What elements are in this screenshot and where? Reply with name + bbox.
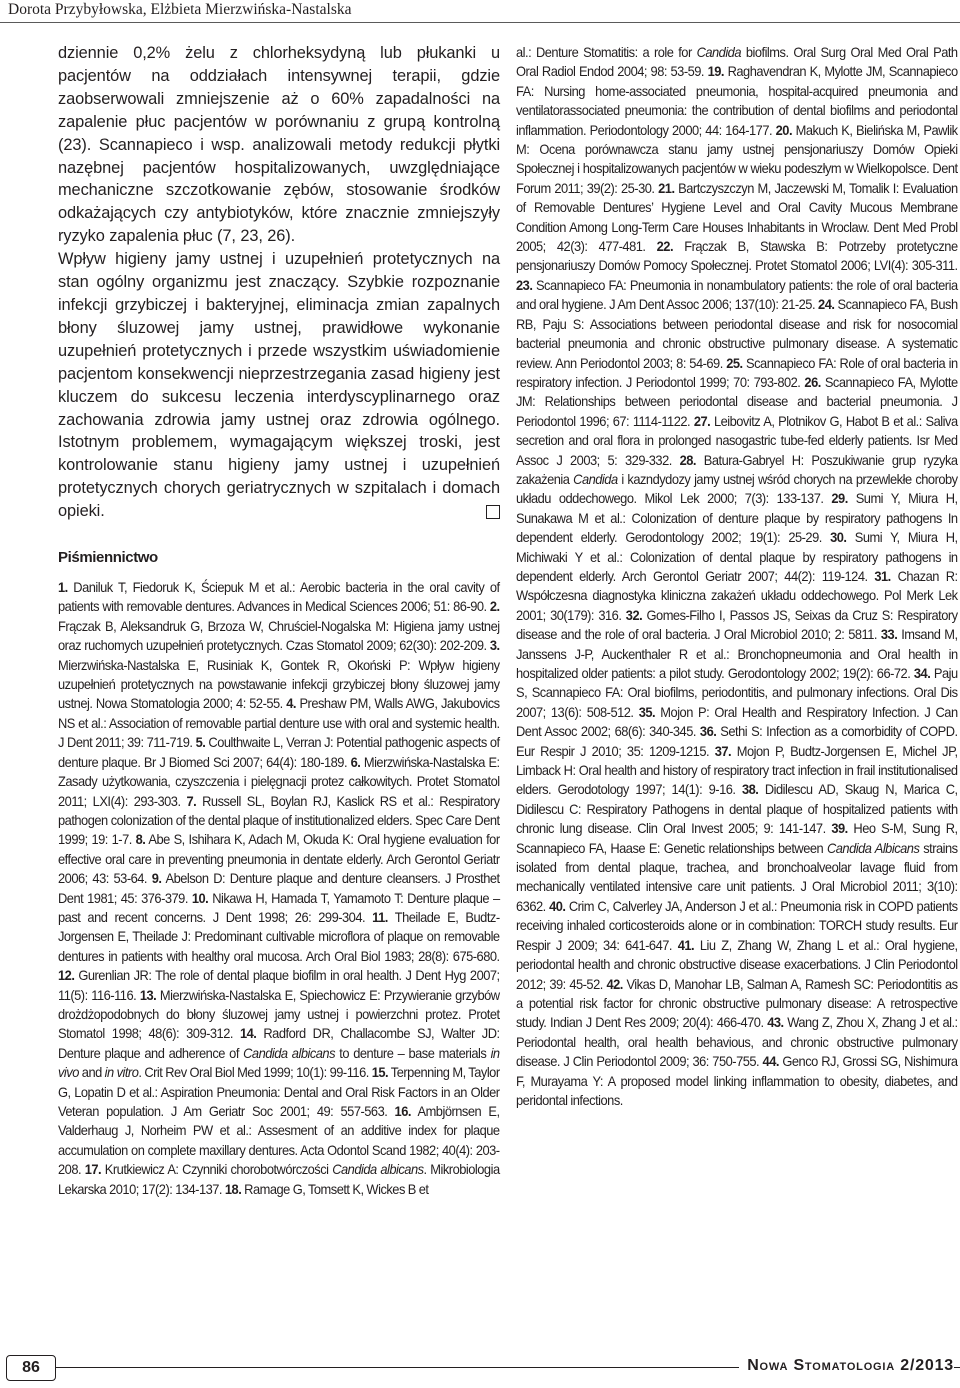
reference-italic-text: Candida albicans bbox=[243, 1044, 336, 1061]
reference-number: 13. bbox=[139, 986, 157, 1003]
reference-text: Abe S, Ishihara K, Adach M, Okuda K: Oral hygiene evaluation for effective oral care in preventing pneumonia in dentate elderly. Arch Gerontol Geriatr 2006; 43: 53-64. bbox=[58, 831, 500, 887]
reference-number: 17. bbox=[84, 1161, 102, 1178]
reference-text: Russell SL, Boylan RJ, Kaslick RS et al.: Respiratory pathogen colonization of the dental plaque of institutionalized elders. Spec Care Dent 1999; 19: 1-7. bbox=[58, 792, 500, 848]
reference-text: Theilade E, Budtz-Jorgensen E, Theilade J: Predominant cultivable microflora of plaque on removable dentures in patients with healthy oral mucosa. Arch Oral Biol 1983; 28(8): 675-680. bbox=[58, 908, 500, 964]
reference-text: i kazndydozy jamy ustnej wśród chorych na przewlekłe choroby układu oddechowego. Mikol Lek 2000; 7(3): 133-137. bbox=[516, 470, 958, 507]
reference-number: 2. bbox=[489, 598, 500, 615]
reference-number: 11. bbox=[372, 908, 388, 925]
reference-text: Wang Z, Zhou X, Zhang J et al.: Periodontal health, oral health behavious, and chronic obstructive pulmonary disease. J Clin Periodontol 2009; 36: 750-755. bbox=[516, 1014, 958, 1070]
reference-number: 44. bbox=[762, 1053, 779, 1070]
reference-text: al.: Denture Stomatitis: a role for bbox=[516, 44, 697, 60]
reference-text: Imsand M, Janssens J-P, Auckenthaler R et al.: Bronchopneumonia and Oral health in hospitalized older patients: a pilot study. Gerodontology 2002; 19(2): 66-72. bbox=[516, 626, 958, 681]
reference-number: 10. bbox=[191, 889, 209, 906]
page-number: 86 bbox=[6, 1355, 56, 1381]
body-paragraph-1: dziennie 0,2% żelu z chlorheksydyną lub płukanki u pacjentów na oddziałach intensywnej terapii, gdzie zaobserwowali zmniejszenie aż o 60% zapadalności na zapalenie płuc pacjentów w porównaniu z grupą kontrolną (23). Scannapieco i wsp. analizowali metody redukcji płytki nazębnej pacjentów hospitalizowanych, uwzględniające mechaniczne szczotkowanie zębów, stosowanie środków odkażających czy antybiotyków, które znacznie zmniejszyły ryzyko zapalenia płuc (7, 23, 26). bbox=[58, 44, 500, 246]
body-text bbox=[58, 42, 500, 523]
reference-number: 8. bbox=[135, 831, 146, 848]
reference-text: Frączak B, Stawska B: Potrzeby protetyczne pensjonariuszy Domów Pomocy Społecznej. Protet Stomatol 2006; LVI(4): 305-311. bbox=[516, 238, 958, 274]
reference-italic-text: Candida bbox=[696, 44, 742, 60]
reference-text: Raghavendran K, Mylotte JM, Scannapieco FA: Nursing home-associated pneumonia, hospital-acquired pneumonia and ventilatorassociated pneumonia: the contribution of dental biofilms and periodontal inflammation. Periodontology 2000; 44: 164-177. bbox=[516, 63, 958, 138]
reference-text: Genco RJ, Grossi SG, Nishimura F, Murayama Y: A proposed model linking inflammation to obesity, diabetes, and peridontal infections. bbox=[516, 1053, 958, 1108]
reference-number: 26. bbox=[804, 373, 821, 390]
reference-italic-text: Candida Albicans bbox=[826, 839, 920, 856]
reference-text: . Mikrobiologia Lekarska 2010; 17(2): 134-137. bbox=[58, 1161, 500, 1197]
reference-text: Ambjörnsen E, Valderhaug J, Norheim PW et al.: Assesment of an additive index for plaque accumulation on complete maxillary dentures. Acta Odontol Scand 1982; 40(4): 203-208. bbox=[58, 1103, 500, 1178]
reference-number: 18. bbox=[224, 1180, 242, 1197]
reference-text: Abelson D: Denture plaque and denture cleansers. J Prosthet Dent 1981; 45: 376-379. bbox=[58, 870, 500, 906]
body-paragraph-2-text: Wpływ higieny jamy ustnej i uzupełnień protetycznych na stan ogólny organizmu jest znaczący. Szybkie rozpoznanie infekcji grzybiczej i bakteryjnej, eliminacja zmian zapalnych błony śluzowej jamy ustnej, prawidłowe wykonanie uzupełnień protetycznych i przede wszystkim uświadomienie pacjentom konsekwencji nieprzestrzegania zasad higieny jest kluczem do sukcesu leczenia interdyscyplinarnego oraz zachowania zdrowia jamy ustnej oraz zdrowia ogólnego. Istotnym problemem, wymagającym większej troski, jest kontrolowanie stanu higieny jamy ustnej i uzupełnień protetycznych chorych geriatrycznych w szpitalach i domach opieki. bbox=[58, 250, 500, 521]
reference-text: Vikas D, Manohar LB, Salman A, Ramesh SC: Periodontitis as a potential risk factor for chronic obstructive pulmonary disease: A retrospective study. Indian J Dent Res 2009; 20(4): 466-470. bbox=[516, 975, 958, 1031]
reference-number: 19. bbox=[707, 63, 724, 80]
reference-number: 5. bbox=[195, 734, 206, 751]
reference-text: Batura-Gabryel H: Poszukiwanie grup ryzyka zakażenia bbox=[516, 451, 958, 487]
reference-text: Mierzwińska-Nastalska E, Rusiniak K, Gontek R, Okoński P: Wpływ higieny uzupełnień protetycznych na powstawanie infekcji grzybiczej błony śluzowej jamy ustnej. Nowa Stomatologia 2000; 4: 52-55. bbox=[58, 656, 500, 712]
reference-italic-text: in vivo bbox=[58, 1044, 500, 1081]
reference-number: 43. bbox=[767, 1014, 784, 1031]
reference-number: 24. bbox=[818, 296, 835, 313]
reference-number: 28. bbox=[679, 451, 696, 468]
reference-number: 41. bbox=[677, 936, 695, 953]
reference-number: 39. bbox=[831, 820, 848, 837]
reference-text: Nikawa H, Hamada T, Yamamoto T: Denture plaque – past and recent concerns. J Dent 1998; 26: 299-304. bbox=[58, 889, 500, 925]
reference-number: 23. bbox=[516, 276, 533, 293]
header-rule bbox=[0, 22, 960, 23]
reference-number: 16. bbox=[394, 1103, 411, 1119]
end-of-article-square-icon bbox=[486, 505, 500, 519]
references-list-left bbox=[58, 578, 500, 1199]
reference-text: Preshaw PM, Walls AWG, Jakubovics NS et al.: Association of removable partial denture use with oral and systemic health. J Dent 2011; 39: 711-719. bbox=[58, 695, 500, 751]
reference-text: Radford DR, Challacombe SJ, Walter JD: Denture plaque and adherence of bbox=[58, 1025, 500, 1061]
reference-number: 3. bbox=[489, 637, 500, 654]
references-list-right bbox=[516, 43, 958, 1110]
reference-item bbox=[225, 1181, 429, 1197]
reference-text: Ramage G, Tomsett K, Wickes B et bbox=[244, 1180, 429, 1197]
reference-number: 6. bbox=[350, 753, 361, 770]
reference-number: 34. bbox=[913, 665, 931, 681]
reference-number: 30. bbox=[830, 529, 847, 546]
reference-text: Mojon P, Budtz-Jorgensen E, Michel JP, Limback H: Oral health and history of respiratory tract infection in frail institutionalised elders. Gerodotology 1997; 14(1): 9-16. bbox=[516, 742, 958, 798]
reference-text: Gomes-Filho I, Passos JS, Seixas da Cruz S: Respiratory disease and the role of oral bacteria. J Oral Microbiol 2010; 2: 5811. bbox=[516, 606, 958, 643]
reference-text: Daniluk T, Fiedoruk K, Ściepuk M et al.: Aerobic bacteria in the oral cavity of patients with removable dentures. Advances in Medical Sciences 2006; 51: 86-90. bbox=[58, 579, 500, 615]
reference-text: Liu Z, Zhang W, Zhang L et al.: Oral hygiene, periodontal health and chronic obstructive disease exacerbations. J Clin Periodontol 2012; 39: 45-52. bbox=[516, 936, 958, 992]
reference-text: Mojon P: Oral Health and Respiratory Infection. J Can Dent Assoc 2002; 68(6): 340-345. bbox=[516, 703, 958, 740]
reference-italic-text: in vitro bbox=[104, 1064, 139, 1081]
reference-text: Heo S-M, Sung R, Scannapieco FA, Haase E: Genetic relationships between bbox=[516, 820, 958, 856]
reference-number: 15. bbox=[371, 1064, 389, 1081]
reference-number: 7. bbox=[186, 792, 197, 809]
reference-text: Terpenning M, Taylor G, Lopatin D et al.: Aspiration Pneumonia: Dental and Oral Risk Factors in an Older Veteran population. J Am Geriatr Soc 2001; 49: 557-563. bbox=[58, 1064, 500, 1119]
reference-text: Chazan R: Współczesna diagnostyka kliniczna zakażeń układu oddechowego. Pol Merk Lek 2001; 30(179): 316. bbox=[516, 567, 958, 623]
reference-text: Scannapieco FA, Bush RB, Paju S: Associations between periodontal disease and risk for nosocomial bacterial pneumonia and chronic obstructive pulmonary disease. A systematic review. Ann Periodontol 2003; 8: 54-69. bbox=[516, 296, 958, 371]
reference-text: Sumi Y, Miura H, Sunakawa M et al.: Colonization of denture plaque by respiratory pathogens In dependent elderly. Gerodontology 2002; 19(1): 25-29. bbox=[516, 490, 958, 546]
reference-number: 31. bbox=[874, 567, 891, 584]
reference-text: Scannapieco FA: Role of oral bacteria in respiratory infection. J Periodontol 1999; 70: 793-802. bbox=[516, 354, 958, 390]
reference-number: 9. bbox=[151, 870, 162, 887]
reference-text: Mierzwińska-Nastalska E: Zasady użytkowania, czyszczenia i pielęgnacji protez całkowitych. Protet Stomatol 2011; LXI(4): 293-303. bbox=[58, 753, 500, 809]
reference-text: Gurenlian JR: The role of dental plaque biofilm in oral health. J Dent Hyg 2007; 11(5): 116-116. bbox=[58, 967, 500, 1003]
reference-italic-text: Candida bbox=[573, 470, 618, 487]
reference-item bbox=[58, 579, 500, 614]
reference-number: 37. bbox=[714, 742, 732, 759]
reference-text: Frączak B, Aleksandruk G, Brzoza W, Chruściel-Nogalska M: Higiena jamy ustnej oraz ruchomych uzupełnień protetycznych. Czas Stomatol 2009; 62(30): 202-209. bbox=[58, 617, 500, 654]
reference-italic-text: Candida albicans bbox=[332, 1161, 424, 1178]
body-paragraph-2 bbox=[58, 248, 500, 523]
running-header bbox=[0, 0, 960, 24]
reference-number: 40. bbox=[549, 897, 566, 914]
left-column bbox=[58, 42, 500, 1199]
reference-text: Didilescu AD, Skaug N, Marica C, Didilescu C: Respiratory Pathogens in dental plaque of hospitalized patients with chronic lung disease. Clin Oral Invest 2005; 9: 141-147. bbox=[516, 781, 958, 837]
reference-number: 36. bbox=[699, 723, 717, 740]
reference-text: strains isolated from dental plaque, trachea, and bronchoalveolar lavage fluid from mechanically ventilated intensive care unit patients. J Oral Microbiol 2011; 3(10): 6362. bbox=[516, 839, 958, 914]
reference-text: Coulthwaite L, Verran J: Potential pathogenic aspects of denture plaque. Br J Biomed Sci 2007; 64(4): 180-189. bbox=[58, 734, 500, 770]
reference-number: 38. bbox=[741, 781, 759, 798]
reference-text: to denture – base materials bbox=[335, 1044, 491, 1061]
reference-text: Paju S, Scannapieco FA: Oral biofilms, periodontitis, and pulmonary infections. Oral Dis 2007; 13(6): 508-512. bbox=[516, 665, 958, 720]
reference-number: 4. bbox=[286, 695, 296, 712]
references-heading: Piśmiennictwo bbox=[58, 549, 158, 567]
reference-number: 32. bbox=[625, 606, 643, 623]
reference-number: 29. bbox=[831, 490, 848, 507]
reference-number: 12. bbox=[58, 967, 75, 984]
reference-text: . Crit Rev Oral Biol Med 1999; 10(1): 99-116. bbox=[138, 1064, 369, 1081]
reference-text: Leibovitz A, Plotnikov G, Habot B et al.: Saliva secretion and oral flora in prolonged nasogastric tube-fed elderly patients. Isr Med Assoc J 2003; 5: 329-332. bbox=[516, 412, 958, 468]
reference-number: 33. bbox=[880, 626, 898, 643]
running-header-authors: Dorota Przybyłowska, Elżbieta Mierzwińska-Nastalska bbox=[8, 1, 352, 18]
reference-number: 14. bbox=[239, 1025, 257, 1042]
reference-text: Scannapieco FA, Mylotte JM: Relationships between periodontal disease and bacterial pneumonia. J Periodontol 1996; 67: 1114-1122. bbox=[516, 373, 958, 429]
reference-text: Makuch K, Bielińska M, Pawlik M: Ocena porównawcza stanu jamy ustnej pensjonariuszy Domów Opieki Społecznej i hospitalizowanych pacjentów w wieku podeszłym w Wielkopolsce. Dent Forum 2011; 39(2): 25-30. bbox=[516, 121, 958, 196]
reference-text: Krutkiewicz A: Czynniki chorobotwórczości bbox=[104, 1161, 333, 1178]
reference-number: 27. bbox=[693, 412, 711, 429]
reference-text: Mierzwińska-Nastalska E, Spiechowicz E: Przywieranie grzybów drożdżopodobnych do błony śluzowej jamy ustnej i powierzchni protez. Protet Stomatol 1998; 48(6): 309-312. bbox=[58, 986, 500, 1042]
reference-number: 20. bbox=[775, 121, 793, 138]
page-footer bbox=[0, 1355, 960, 1388]
reference-number: 21. bbox=[658, 179, 675, 196]
right-column bbox=[516, 43, 958, 1110]
reference-number: 25. bbox=[726, 354, 743, 371]
reference-text: Sethi S: Infection as a comorbidity of COPD. Eur Respir J 2010; 35: 1209-1215. bbox=[516, 723, 958, 759]
reference-text: and bbox=[78, 1064, 105, 1081]
journal-name: Nowa Stomatologia 2/2013 bbox=[739, 1357, 954, 1375]
reference-number: 42. bbox=[606, 975, 623, 992]
reference-text: Scannapieco FA: Pneumonia in nonambulatory patients: the role of oral bacteria and oral hygiene. J Am Dent Assoc 2006; 137(10): 21-25. bbox=[516, 276, 958, 313]
reference-text: Crim C, Calverley JA, Anderson J et al.: Pneumonia risk in COPD patients receiving inhaled corticosteroids alone or in combination: TORCH study results. Eur Respir J 2009; 34: 641-647. bbox=[516, 897, 958, 953]
reference-text: Sumi Y, Miura H, Michiwaki Y et al.: Colonization of dental plaque by respiratory pathogens in dependent elderly. Arch Gerontol Geriatr 2007; 44(2): 119-124. bbox=[516, 529, 958, 584]
reference-text: Bartczyszczyn M, Jaczewski M, Tomalik I: Evaluation of Removable Dentures’ Hygiene Level and Oral Cavity Mucous Membrane Condition Among Long-Term Care Houses Inhabitants in Wroclaw. Dent Med Probl 2005; 42(3): 477-481. bbox=[516, 179, 958, 255]
reference-number: 1. bbox=[58, 579, 68, 596]
reference-number: 35. bbox=[638, 703, 656, 720]
reference-number: 22. bbox=[656, 238, 674, 255]
reference-text: biofilms. Oral Surg Oral Med Oral Path Oral Radiol Endod 2004; 98: 53-59. bbox=[516, 44, 958, 80]
